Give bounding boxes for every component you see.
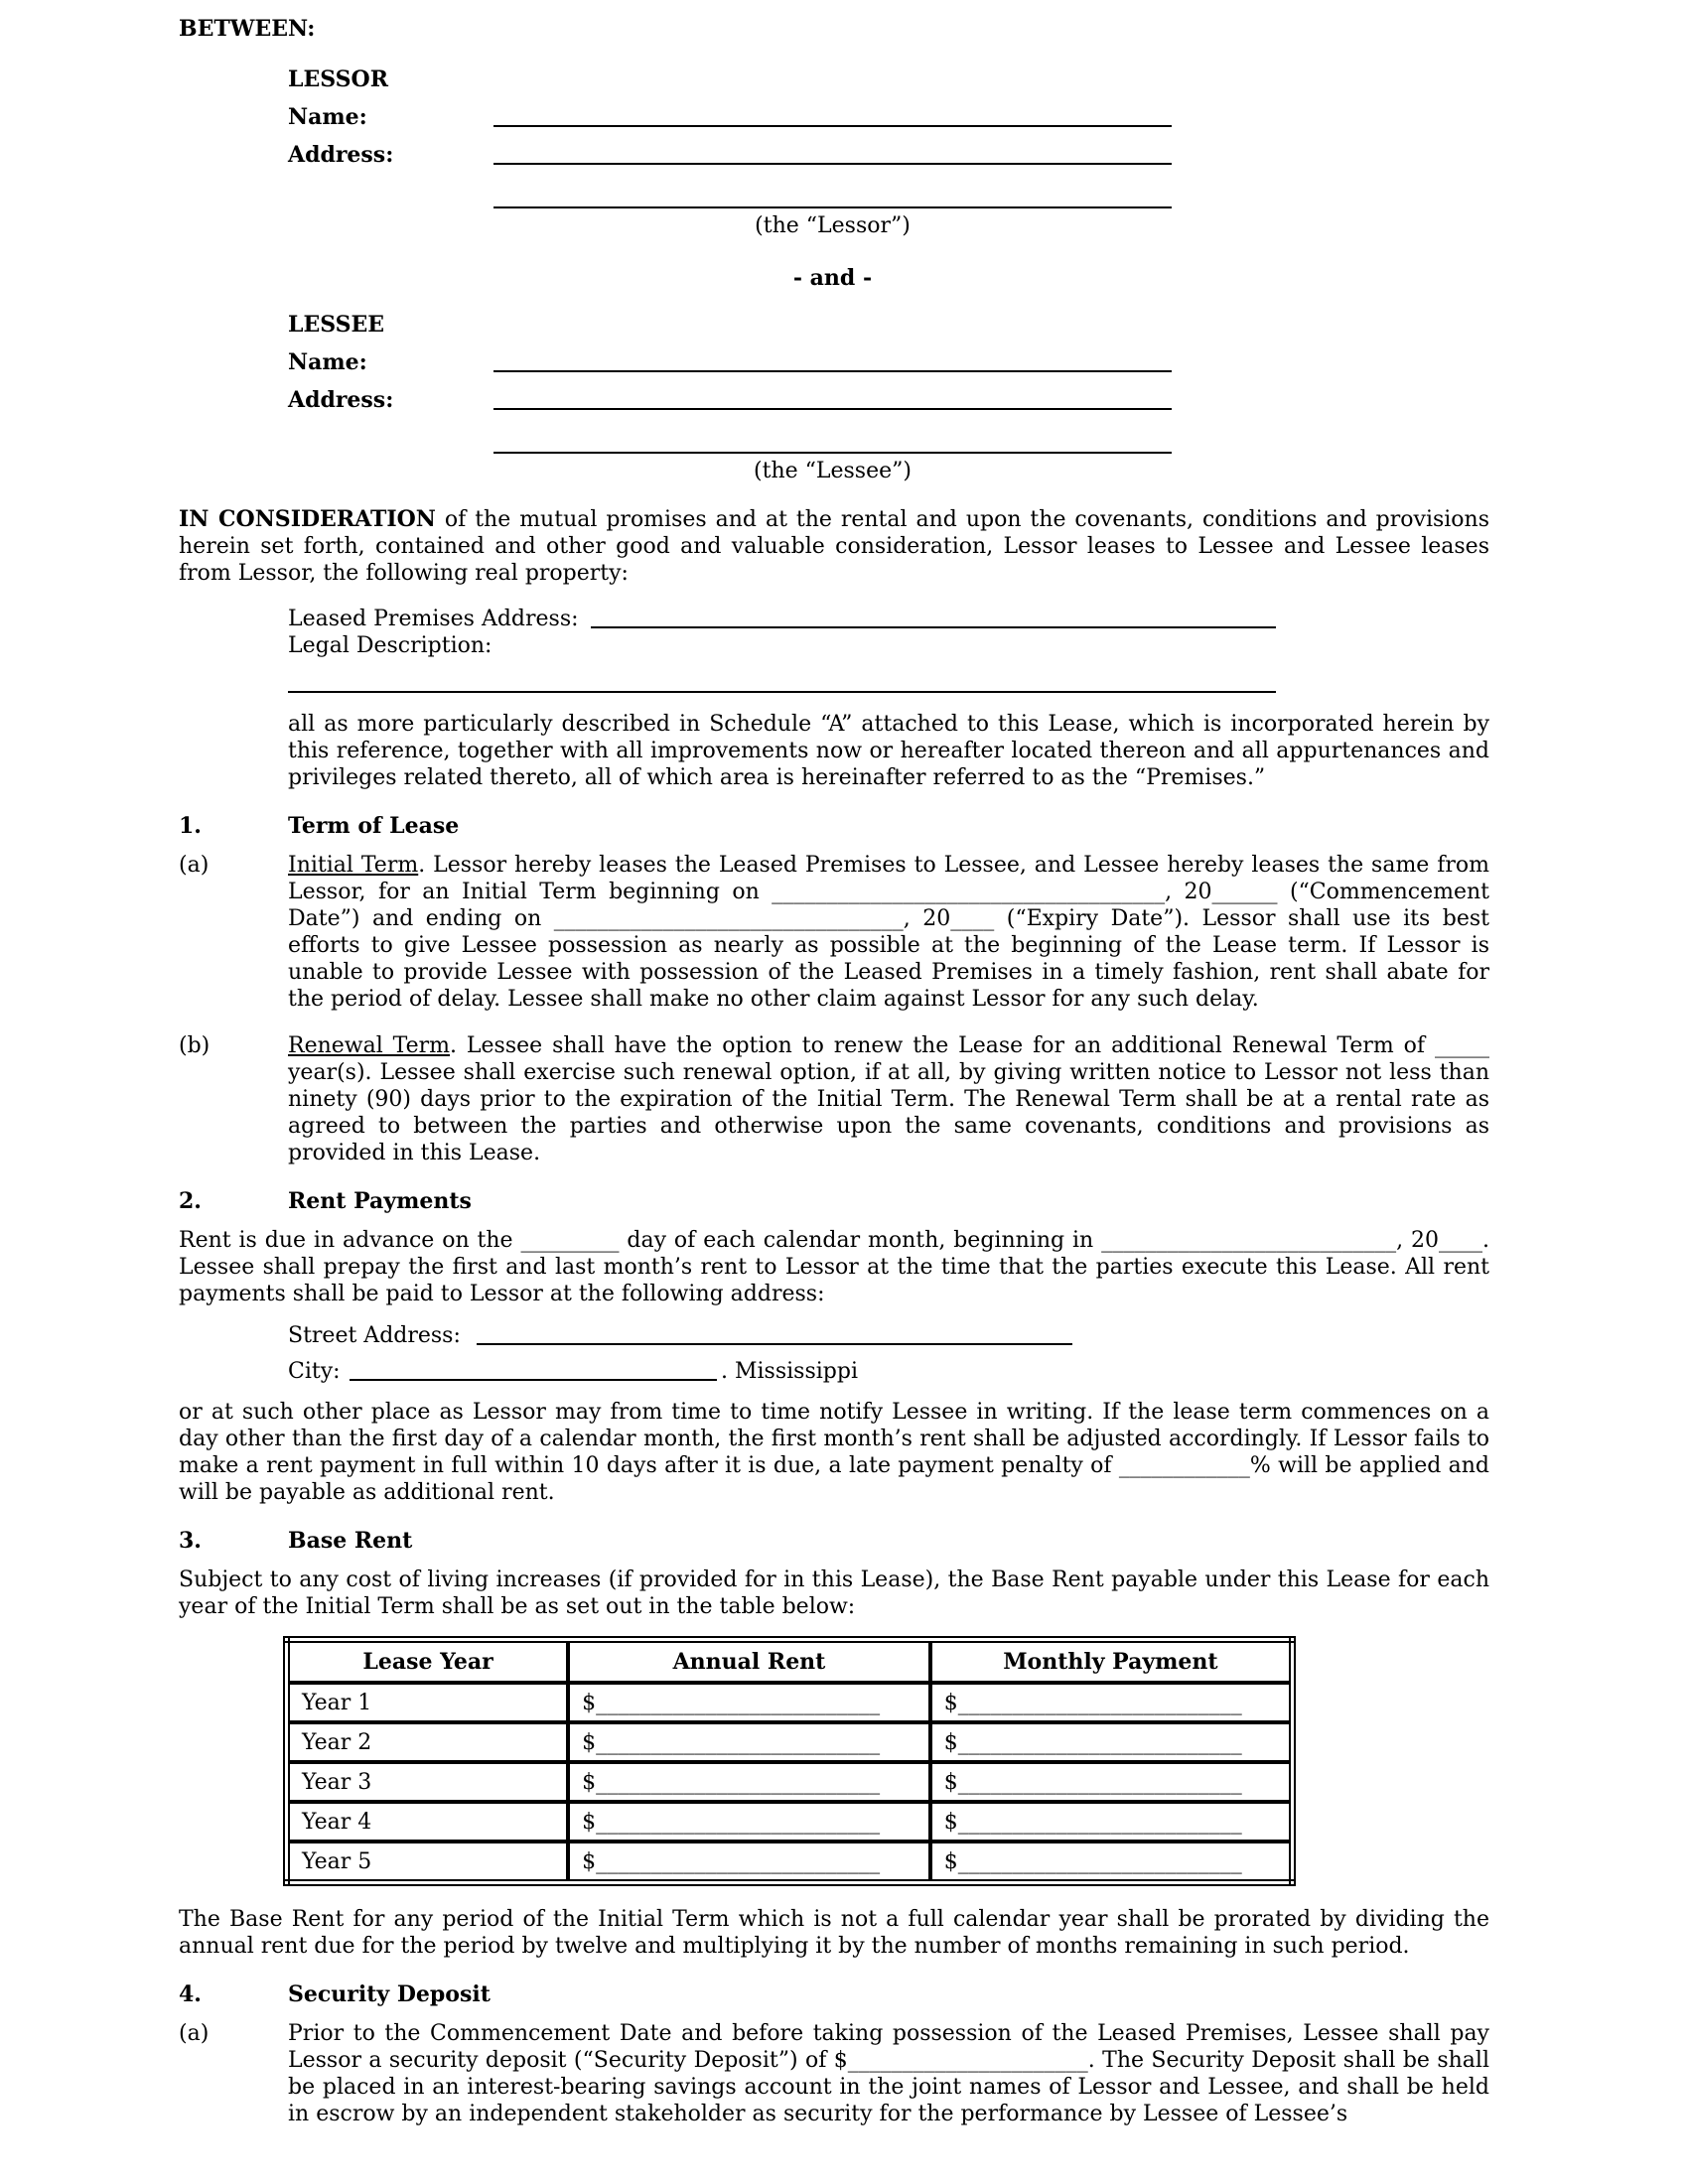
schedule-paragraph: all as more particularly described in Schedule “A” attached to this Lease, which is incorporated herein by this reference, together with all improvements now or hereafter located thereon and all appurtenances and privileges related thereto, all of which area is hereinafter referred to as the “Premises.” <box>288 712 1489 790</box>
section-4-title: Security Deposit <box>288 1981 491 2007</box>
lease-year-cell: Year 5 <box>287 1842 569 1883</box>
monthly-payment-field-year5[interactable]: $__________________________ <box>930 1842 1293 1883</box>
lessor-section <box>179 67 1489 239</box>
table-row <box>287 1842 1293 1883</box>
legal-description-field[interactable] <box>288 667 1276 693</box>
section-2-title: Rent Payments <box>288 1188 472 1214</box>
between-label: BETWEEN: <box>179 16 316 42</box>
lessor-heading: LESSOR <box>288 67 388 92</box>
leased-premises-address-field[interactable] <box>591 605 1276 628</box>
item-1a-paragraph <box>288 852 1489 1013</box>
lessor-address2-field[interactable] <box>493 185 1172 208</box>
prorate-paragraph: The Base Rent for any period of the Initial Term which is not a full calendar year shall be prorated by dividing the annual rent due for the period by twelve and multiplying it by the number of months remaining in such period. <box>179 1907 1489 1959</box>
lessee-address-label: Address: <box>288 387 394 413</box>
section-2-number: 2. <box>179 1188 202 1214</box>
lessor-address-field[interactable] <box>493 141 1172 165</box>
table-row <box>287 1722 1293 1762</box>
lessor-name-row <box>288 103 1489 131</box>
table-row <box>287 1762 1293 1802</box>
lessee-address-field[interactable] <box>493 386 1172 410</box>
rent-outro-paragraph: or at such other place as Lessor may from time to time notify Lessee in writing. If the lease term commences on a day other than the first day of a calendar month, the first month’s rent shall be adjusted accordingly. If Lessor fails to make a rent payment in full within 10 days after it is due, a late payment penalty of ____________% will be applied and will be payable as additional rent. <box>179 1400 1489 1505</box>
annual-rent-field-year2[interactable]: $__________________________ <box>568 1722 930 1762</box>
item-4a-paragraph: Prior to the Commencement Date and before taking possession of the Leased Premises, Lessee shall pay Lessor a security deposit (“Security Deposit”) of $______________________. The Security Deposit shall be shall be placed in an interest-bearing savings account in the joint names of Lessor and Lessee, and shall be held in escrow by an independent stakeholder as security for the performance by Lessee of Lessee’s <box>288 2021 1489 2126</box>
lessor-name-label: Name: <box>288 104 367 130</box>
base-rent-table <box>283 1636 1296 1886</box>
lease-year-cell: Year 3 <box>287 1762 569 1802</box>
city-state-suffix: . Mississippi <box>721 1359 858 1384</box>
payment-address-block <box>288 1321 1489 1385</box>
item-4a <box>179 2020 1489 2127</box>
item-1b-paragraph <box>288 1032 1489 1166</box>
annual-rent-field-year1[interactable]: $__________________________ <box>568 1683 930 1722</box>
section-3-heading <box>179 1528 1489 1555</box>
lessee-name-row <box>288 348 1489 376</box>
section-4-heading <box>179 1981 1489 2008</box>
premises-block <box>288 605 1489 791</box>
section-2-heading <box>179 1188 1489 1215</box>
item-1b <box>179 1032 1489 1166</box>
lease-year-cell: Year 1 <box>287 1683 569 1722</box>
lessor-address-label: Address: <box>288 142 394 168</box>
section-4-number: 4. <box>179 1981 202 2007</box>
lessee-caption: (the “Lessee”) <box>754 459 912 483</box>
section-1-heading <box>179 813 1489 840</box>
legal-description-label: Legal Description: <box>288 633 492 658</box>
item-1b-lead: Renewal Term <box>288 1033 451 1058</box>
col-header-annual-rent: Annual Rent <box>568 1640 930 1684</box>
leased-premises-label: Leased Premises Address: <box>288 607 579 631</box>
lessee-section <box>179 312 1489 484</box>
item-4a-label: (a) <box>179 2021 210 2046</box>
section-3-number: 3. <box>179 1528 202 1554</box>
item-1b-text: . Lessee shall have the option to renew the Lease for an additional Renewal Term of _____ year(s). Lessee shall exercise such renewal option, if at all, by giving written notice to Lessor not less than ninety (90) days prior to the expiration of the Initial Term. The Renewal Term shall be at a rental rate as agreed to between the parties and otherwise upon the same covenants, conditions and provisions as provided in this Lease. <box>288 1033 1489 1165</box>
consideration-lead: IN CONSIDERATION <box>179 506 436 532</box>
rent-intro-paragraph: Rent is due in advance on the _________ day of each calendar month, beginning in ___________________________, 20____. Lessee shall prepay the first and last month’s rent to Lessor at the time that the parties execute this Lease. All rent payments shall be paid to Lessor at the following address: <box>179 1228 1489 1306</box>
table-row <box>287 1802 1293 1842</box>
and-separator: - and - <box>792 265 873 291</box>
item-1a-lead: Initial Term <box>288 853 419 878</box>
section-1-title: Term of Lease <box>288 813 460 839</box>
item-1a-text: . Lessor hereby leases the Leased Premises to Lessee, and Lessee hereby leases the same from Lessor, for an Initial Term beginning on ____________________________________, 20______ (“Commencement Date”) and ending on ________________________________, 20____ (“Expiry Date”). Lessor shall use its best efforts to give Lessee possession as nearly as possible at the beginning of the Lease term. If Lessor is unable to provide Lessee with possession of the Leased Premises in a timely fashion, rent shall abate for the period of delay. Lessee shall make no other claim against Lessor for any such delay. <box>288 853 1490 1012</box>
street-address-row <box>288 1321 1489 1349</box>
col-header-monthly-payment: Monthly Payment <box>930 1640 1293 1684</box>
item-1a <box>179 852 1489 1013</box>
annual-rent-field-year3[interactable]: $__________________________ <box>568 1762 930 1802</box>
lessor-caption: (the “Lessor”) <box>755 213 911 238</box>
monthly-payment-field-year3[interactable]: $__________________________ <box>930 1762 1293 1802</box>
consideration-text: of the mutual promises and at the rental and upon the covenants, conditions and provisions herein set forth, contained and other good and valuable consideration, Lessor leases to Lessee and Lessee leases from Lessor, the following real property: <box>179 507 1490 586</box>
lessee-name-field[interactable] <box>493 348 1172 372</box>
monthly-payment-field-year1[interactable]: $__________________________ <box>930 1683 1293 1722</box>
consideration-paragraph <box>179 506 1489 587</box>
lease-year-cell: Year 2 <box>287 1722 569 1762</box>
table-row <box>287 1683 1293 1722</box>
table-header-row <box>287 1640 1293 1684</box>
city-label: City: <box>288 1359 341 1384</box>
monthly-payment-field-year4[interactable]: $__________________________ <box>930 1802 1293 1842</box>
city-row <box>288 1357 1489 1385</box>
city-field[interactable] <box>350 1357 717 1381</box>
leased-premises-row <box>288 605 1489 632</box>
lessor-address2-row <box>288 185 1489 212</box>
lessee-address2-row <box>288 430 1489 458</box>
item-1b-label: (b) <box>179 1033 211 1058</box>
lessor-address-row <box>288 141 1489 169</box>
annual-rent-field-year5[interactable]: $__________________________ <box>568 1842 930 1883</box>
lessee-address2-field[interactable] <box>493 430 1172 454</box>
lease-year-cell: Year 4 <box>287 1802 569 1842</box>
section-1-number: 1. <box>179 813 202 839</box>
lessor-name-field[interactable] <box>493 103 1172 127</box>
annual-rent-field-year4[interactable]: $__________________________ <box>568 1802 930 1842</box>
street-address-label: Street Address: <box>288 1323 461 1348</box>
col-header-lease-year: Lease Year <box>287 1640 569 1684</box>
lessee-name-label: Name: <box>288 349 367 375</box>
street-address-field[interactable] <box>477 1321 1072 1345</box>
base-rent-intro-paragraph: Subject to any cost of living increases (if provided for in this Lease), the Base Rent payable under this Lease for each year of the Initial Term shall be as set out in the table below: <box>179 1568 1489 1619</box>
lessee-address-row <box>288 386 1489 414</box>
lessee-heading: LESSEE <box>288 312 385 338</box>
item-1a-label: (a) <box>179 853 210 878</box>
monthly-payment-field-year2[interactable]: $__________________________ <box>930 1722 1293 1762</box>
section-3-title: Base Rent <box>288 1528 413 1554</box>
